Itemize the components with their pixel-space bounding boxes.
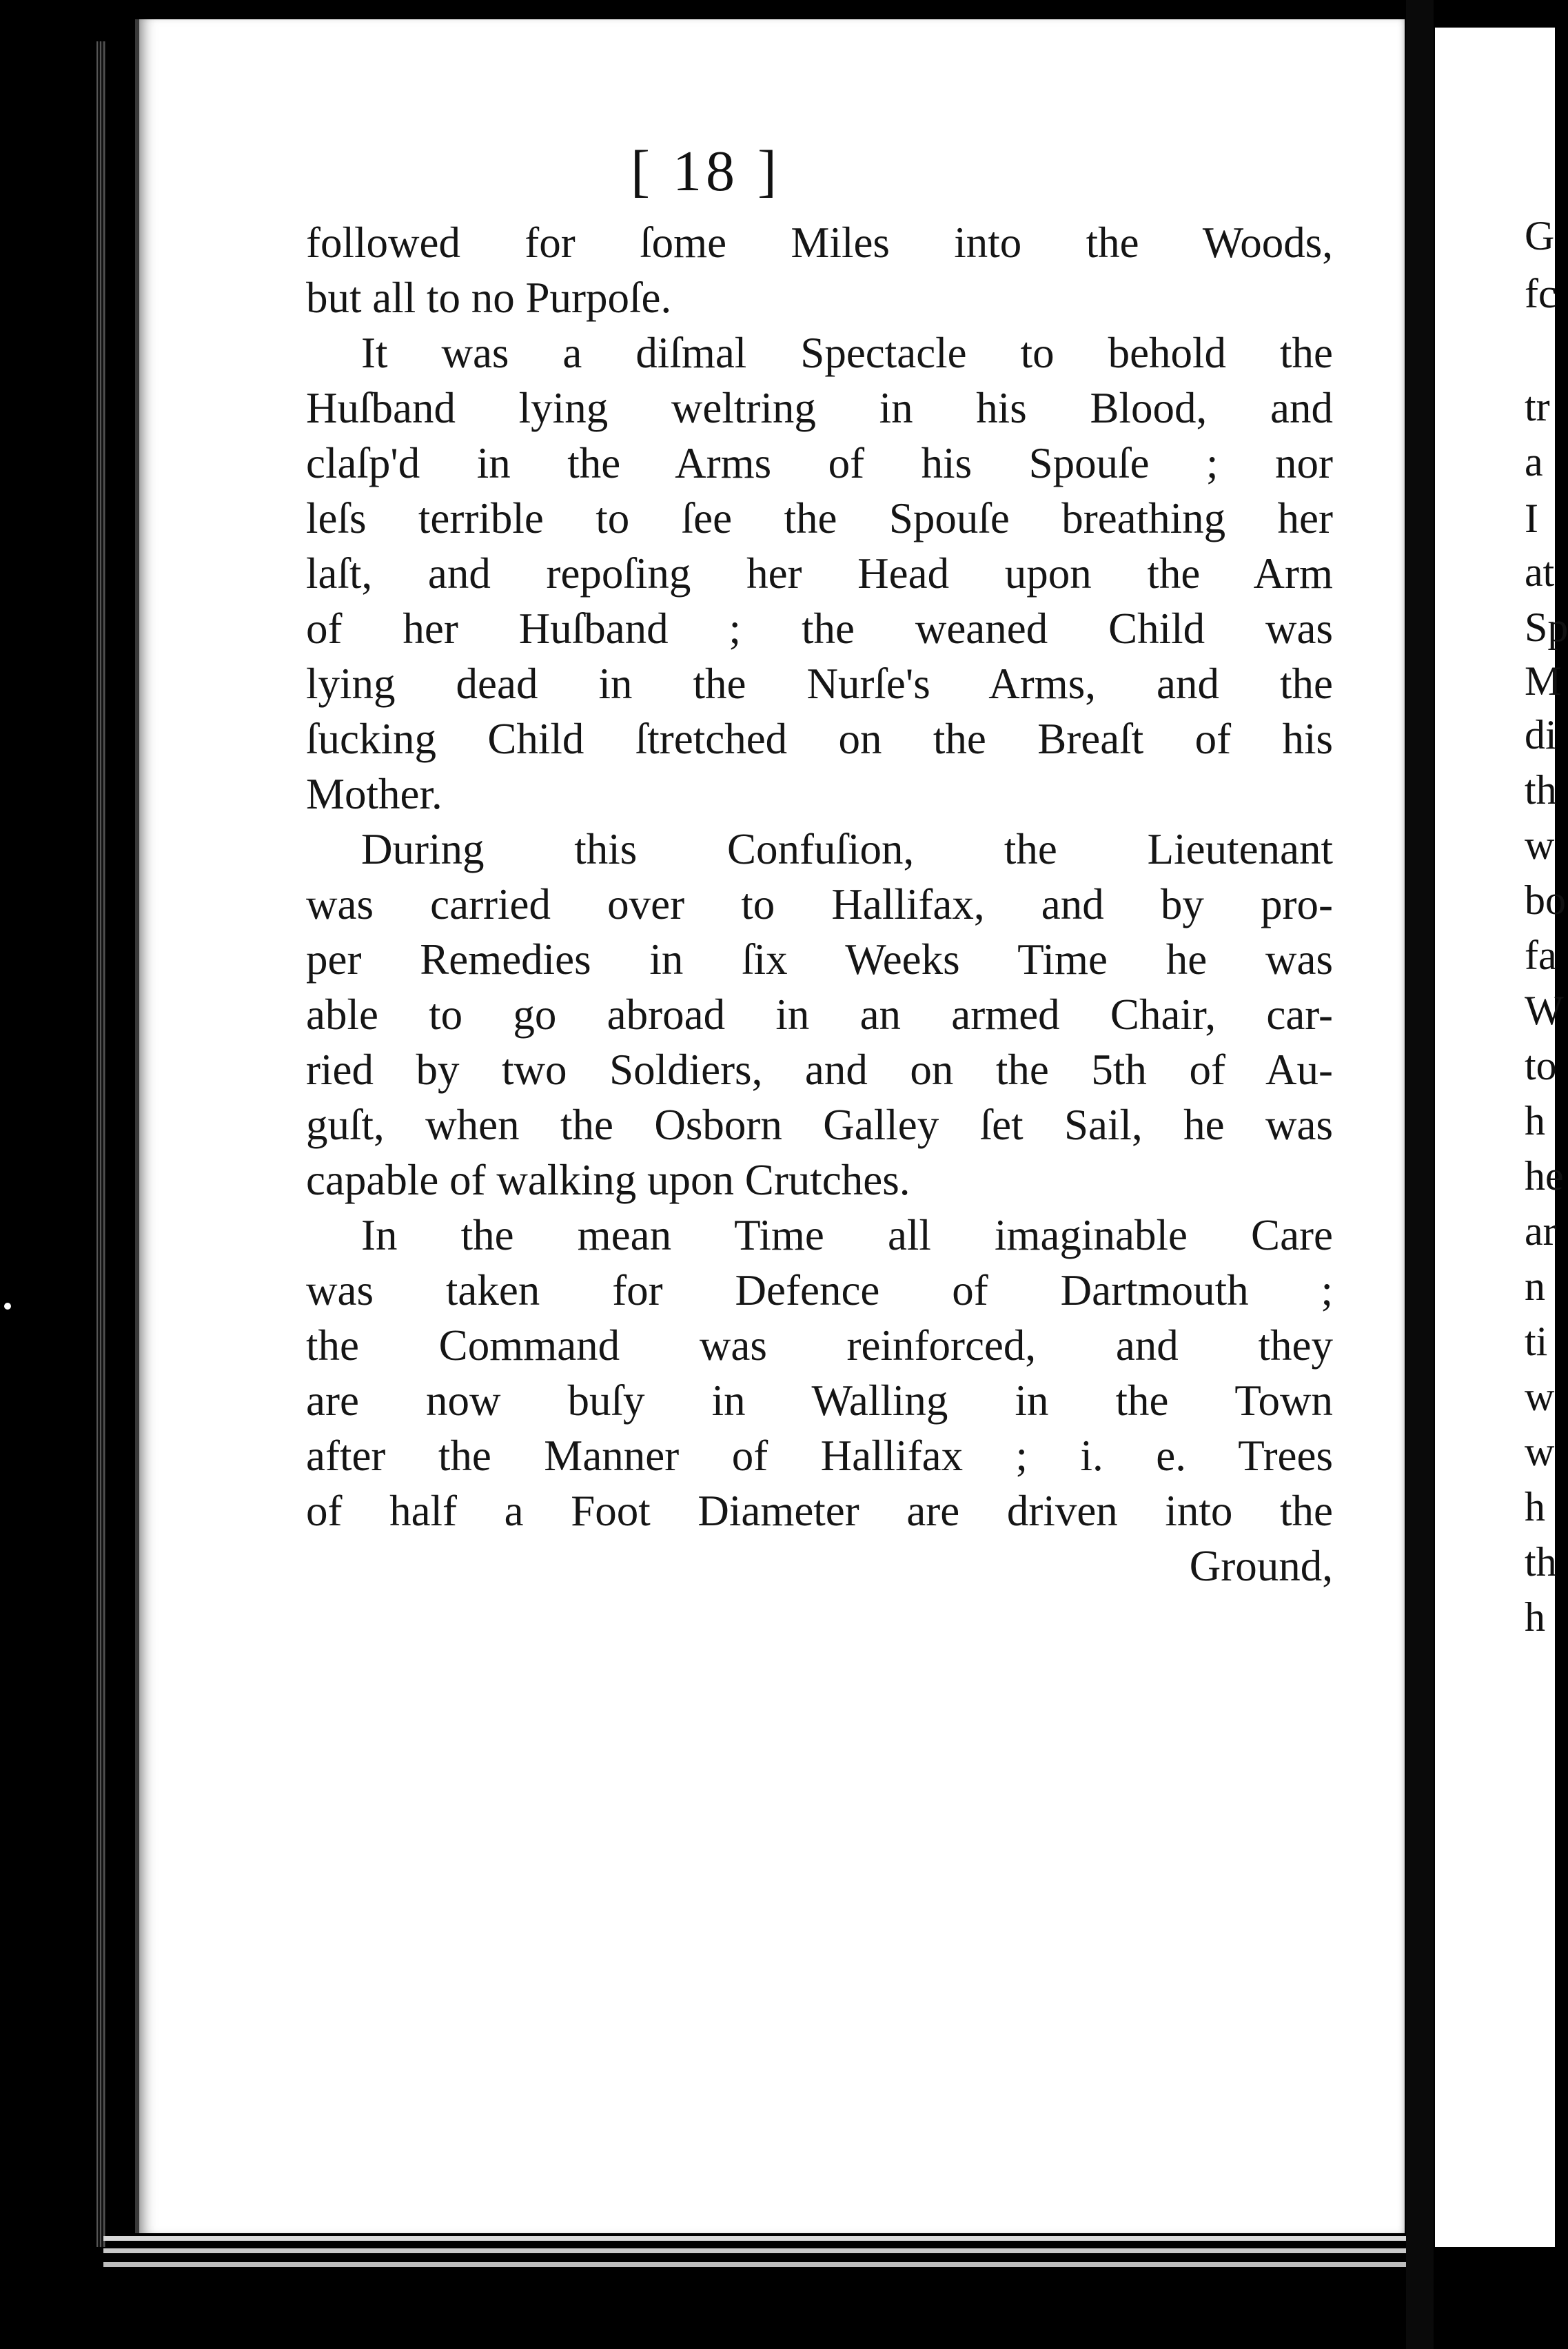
page-edge	[103, 2262, 1428, 2267]
text-line: was taken for Defence of Dartmouth ;	[306, 1266, 1333, 1314]
facing-page-line: he	[1525, 1153, 1564, 1199]
page-text	[306, 215, 1333, 1594]
facing-page-line: di	[1525, 712, 1557, 757]
text-line: guſt, when the Osborn Galley ſet Sail, he was	[306, 1101, 1333, 1149]
facing-page-line: M	[1525, 658, 1562, 704]
text-line: was carried over to Hallifax, and by pro-	[306, 880, 1333, 928]
text-line: the Command was reinforced, and they	[306, 1321, 1333, 1370]
facing-page-line: h	[1525, 1098, 1545, 1143]
facing-page-line: G	[1525, 213, 1555, 258]
facing-page-line: w	[1525, 1429, 1555, 1474]
facing-page-line: fa	[1525, 933, 1557, 978]
text-line: capable of walking upon Crutches.	[306, 1156, 910, 1204]
text-line: of half a Foot Diameter are driven into the	[306, 1487, 1333, 1535]
text-line: of her Huſband ; the weaned Child was	[306, 604, 1333, 653]
facing-page	[1435, 28, 1568, 2247]
paragraph	[306, 215, 1333, 325]
text-line: but all to no Purpoſe.	[306, 274, 672, 322]
facing-page-line: fc	[1525, 271, 1557, 316]
facing-page-line: a	[1525, 439, 1543, 485]
text-line: Huſband lying weltring in his Blood, and	[306, 384, 1333, 432]
facing-page-line: n	[1525, 1263, 1545, 1309]
text-line: ſucking Child ſtretched on the Breaſt of his	[306, 715, 1333, 763]
facing-page-line: Sp	[1525, 604, 1568, 650]
facing-page-line: to	[1525, 1043, 1557, 1088]
text-line: claſp'd in the Arms of his Spouſe ; nor	[306, 439, 1333, 487]
page-edge	[103, 2236, 1413, 2241]
text-line: after the Manner of Hallifax ; i. e. Trees	[306, 1432, 1333, 1480]
facing-page-line: bo	[1525, 877, 1566, 923]
facing-page-line: th	[1525, 767, 1557, 813]
text-line: ried by two Soldiers, and on the 5th of Au-	[306, 1046, 1333, 1094]
facing-page-line: w	[1525, 1374, 1555, 1419]
facing-page-line: I	[1525, 496, 1538, 541]
facing-page-line: th	[1525, 1539, 1557, 1585]
text-line: lying dead in the Nurſe's Arms, and the	[306, 660, 1333, 708]
facing-page-line: tr	[1525, 384, 1550, 429]
text-line: followed for ſome Miles into the Woods,	[306, 218, 1333, 267]
text-line: are now buſy in Walling in the Town	[306, 1376, 1333, 1425]
page-edge	[103, 2248, 1421, 2253]
facing-page-line: ti	[1525, 1319, 1548, 1364]
text-line: per Remedies in ſix Weeks Time he was	[306, 935, 1333, 984]
page-number: [ 18 ]	[631, 139, 781, 203]
facing-page-line: w	[1525, 822, 1555, 868]
catchword: Ground,	[1189, 1542, 1333, 1590]
text-line: In the mean Time all imaginable Care	[361, 1211, 1333, 1259]
facing-page-line: W	[1525, 988, 1564, 1033]
text-line: It was a diſmal Spectacle to behold the	[361, 329, 1333, 377]
facing-page-line: h	[1525, 1484, 1545, 1529]
facing-page-line: ar	[1525, 1208, 1557, 1254]
paragraph	[306, 1208, 1333, 1594]
text-line: During this Confuſion, the Lieutenant	[361, 825, 1333, 873]
paragraph	[306, 822, 1333, 1208]
text-line: Mother.	[306, 770, 442, 818]
paragraph	[306, 325, 1333, 822]
book-gutter	[1406, 0, 1434, 2349]
facing-page-line: at	[1525, 549, 1555, 595]
scan-speck	[4, 1303, 11, 1310]
page-edges-left	[96, 41, 106, 2247]
text-line: laſt, and repoſing her Head upon the Arm	[306, 549, 1333, 598]
text-line: leſs terrible to ſee the Spouſe breathing her	[306, 494, 1333, 542]
facing-page-line: h	[1525, 1594, 1545, 1640]
text-line: able to go abroad in an armed Chair, car-	[306, 990, 1333, 1039]
